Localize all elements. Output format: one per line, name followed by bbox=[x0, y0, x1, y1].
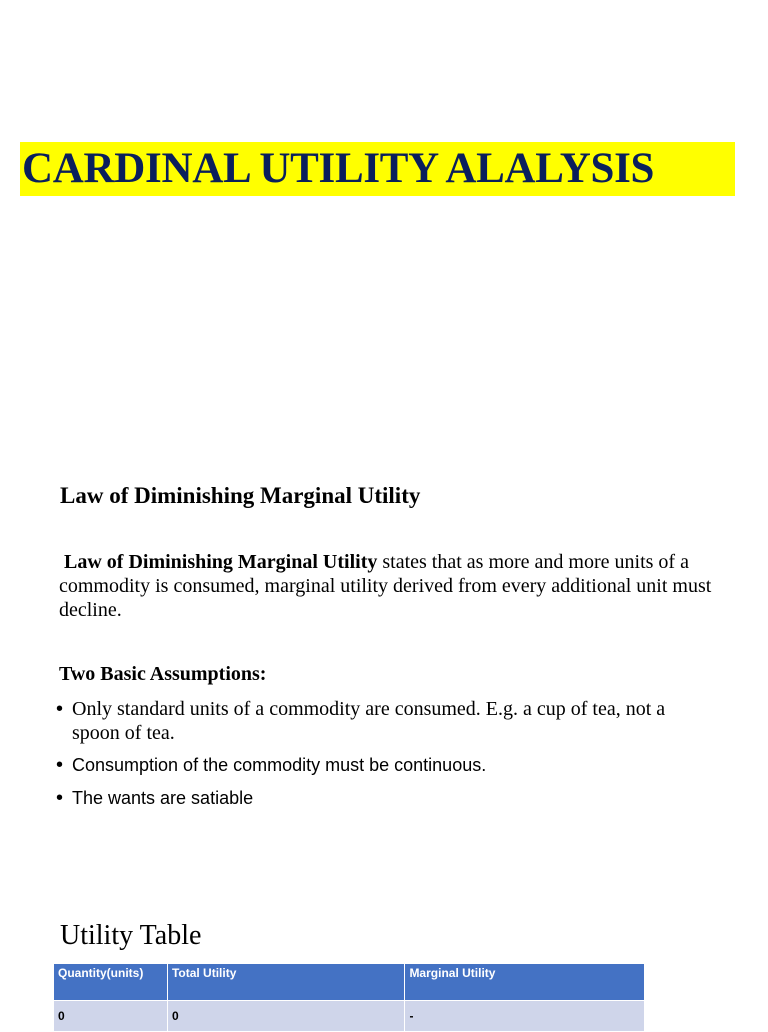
table-cell: 0 bbox=[167, 1001, 405, 1032]
bullet-icon: • bbox=[56, 698, 64, 720]
definition-term: Law of Diminishing Marginal Utility bbox=[64, 551, 378, 573]
bullet-icon: • bbox=[56, 754, 64, 776]
assumption-text: Only standard units of a commodity are consumed. E.g. a cup of tea, not a spoon of tea. bbox=[72, 698, 666, 744]
table-title: Utility Table bbox=[60, 920, 202, 951]
definition-paragraph bbox=[59, 550, 719, 622]
table-row bbox=[54, 1001, 645, 1032]
assumptions-heading: Two Basic Assumptions: bbox=[59, 663, 267, 685]
assumption-text: Consumption of the commodity must be continuous. bbox=[72, 755, 487, 775]
column-header: Marginal Utility bbox=[405, 964, 645, 1001]
assumptions-list bbox=[56, 697, 716, 819]
definition-text: states that as more and more units of a commodity is consumed, marginal utility derived from every additional unit must decline. bbox=[59, 551, 712, 621]
column-header: Quantity(units) bbox=[54, 964, 168, 1001]
assumption-item bbox=[56, 697, 716, 745]
assumption-text: The wants are satiable bbox=[72, 788, 254, 808]
table-cell: - bbox=[405, 1001, 645, 1032]
column-header: Total Utility bbox=[167, 964, 405, 1001]
table-cell: 0 bbox=[54, 1001, 168, 1032]
utility-table bbox=[53, 963, 645, 1032]
assumption-item bbox=[56, 786, 716, 810]
assumption-item bbox=[56, 753, 716, 777]
bullet-icon: • bbox=[56, 787, 64, 809]
section-heading: Law of Diminishing Marginal Utility bbox=[60, 483, 421, 508]
page-title: CARDINAL UTILITY ALALYSIS bbox=[22, 145, 655, 192]
table-header-row bbox=[54, 964, 645, 1001]
